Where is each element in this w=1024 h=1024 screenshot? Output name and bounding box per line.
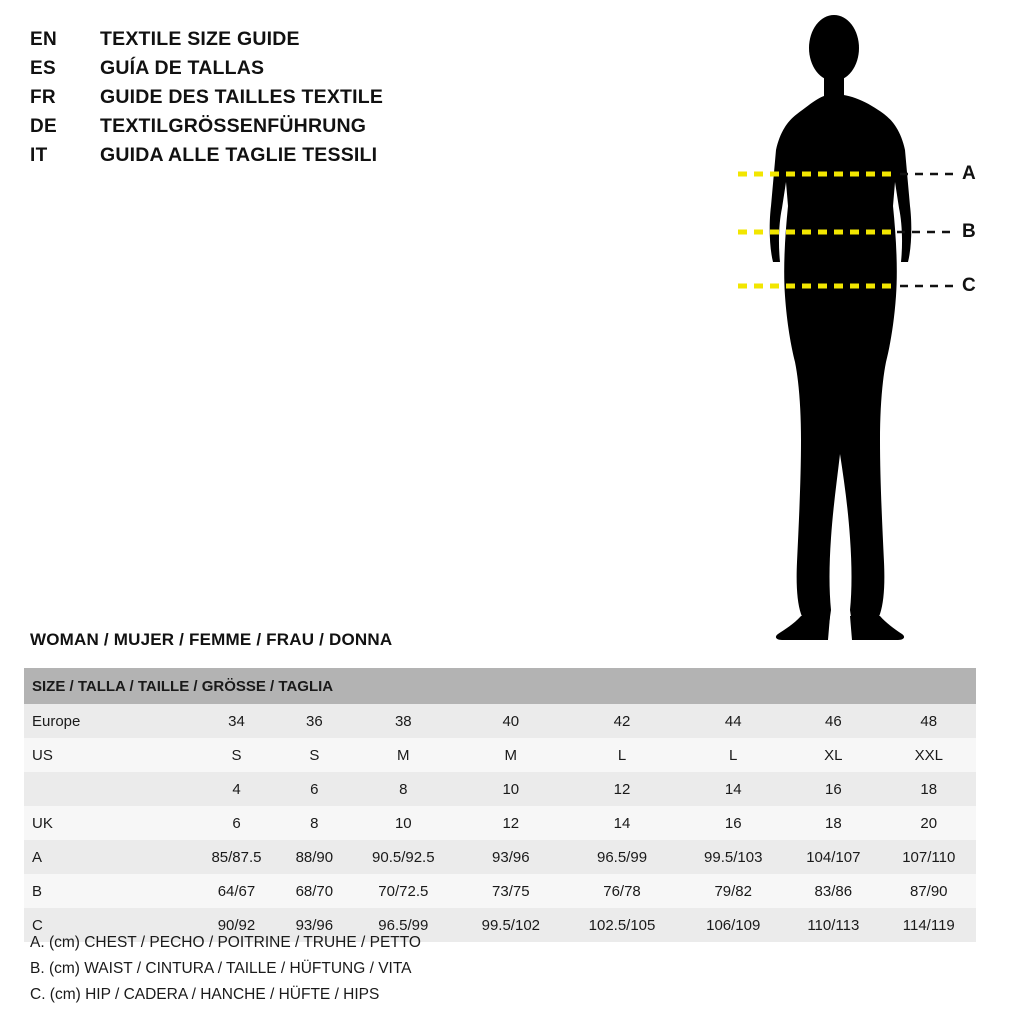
table-cell: 18 (882, 772, 976, 806)
table-cell: 88/90 (281, 840, 348, 874)
table-cell: 14 (563, 806, 682, 840)
table-row (24, 772, 976, 806)
table-cell: 90/92 (192, 908, 281, 942)
table-cell: 110/113 (785, 908, 881, 942)
language-row (30, 86, 730, 115)
table-cell: 104/107 (785, 840, 881, 874)
table-cell: 4 (192, 772, 281, 806)
table-cell: 10 (348, 806, 459, 840)
legend-item-waist: B. (cm) WAIST / CINTURA / TAILLE / HÜFTUNG / VITA (30, 960, 412, 977)
table-cell: 20 (882, 806, 976, 840)
table-cell: 87/90 (882, 874, 976, 908)
table-cell: 8 (348, 772, 459, 806)
table-row (24, 806, 976, 840)
table-cell: 107/110 (882, 840, 976, 874)
table-cell: 73/75 (459, 874, 563, 908)
table-header-label: SIZE / TALLA / TAILLE / GRÖSSE / TAGLIA (24, 668, 976, 704)
language-code: DE (30, 116, 57, 137)
legend-item-hip: C. (cm) HIP / CADERA / HANCHE / HÜFTE / HIPS (30, 986, 380, 1003)
table-cell: 114/119 (882, 908, 976, 942)
table-cell: L (563, 738, 682, 772)
table-cell: 12 (563, 772, 682, 806)
table-cell: 6 (281, 772, 348, 806)
language-title: TEXTILGRÖSSENFÜHRUNG (100, 115, 367, 137)
table-cell: 16 (681, 806, 785, 840)
table-cell: 6 (192, 806, 281, 840)
table-cell: 76/78 (563, 874, 682, 908)
table-cell: 38 (348, 704, 459, 738)
table-cell: 85/87.5 (192, 840, 281, 874)
table-cell: 106/109 (681, 908, 785, 942)
language-code: IT (30, 145, 48, 166)
table-cell: 48 (882, 704, 976, 738)
table-cell: S (192, 738, 281, 772)
legend-item-chest: A. (cm) CHEST / PECHO / POITRINE / TRUHE / PETTO (30, 934, 421, 951)
table-cell: 42 (563, 704, 682, 738)
table-row (24, 738, 976, 772)
table-cell: 93/96 (281, 908, 348, 942)
row-label: US (24, 738, 192, 772)
row-label (24, 772, 192, 806)
table-cell: 83/86 (785, 874, 881, 908)
language-code: FR (30, 87, 56, 108)
language-code: EN (30, 29, 57, 50)
table-row (24, 874, 976, 908)
table-cell: 16 (785, 772, 881, 806)
language-row (30, 115, 730, 144)
table-header-row (24, 668, 976, 704)
table-cell: 90.5/92.5 (348, 840, 459, 874)
table-cell: 96.5/99 (563, 840, 682, 874)
table-cell: 102.5/105 (563, 908, 682, 942)
measure-label-c: C (962, 275, 976, 296)
table-row (24, 840, 976, 874)
table-cell: 40 (459, 704, 563, 738)
table-cell: 34 (192, 704, 281, 738)
table-cell: XXL (882, 738, 976, 772)
measurement-legend (30, 930, 421, 1008)
language-title: TEXTILE SIZE GUIDE (100, 28, 300, 50)
language-row (30, 28, 730, 57)
measurement-figure (700, 10, 1020, 640)
measure-label-b: B (962, 221, 976, 242)
table-cell: 68/70 (281, 874, 348, 908)
table-cell: 70/72.5 (348, 874, 459, 908)
language-code: ES (30, 58, 56, 79)
female-silhouette-icon (700, 10, 1020, 640)
table-cell: L (681, 738, 785, 772)
language-title: GUIDE DES TAILLES TEXTILE (100, 86, 384, 108)
table-cell: 36 (281, 704, 348, 738)
table-cell: XL (785, 738, 881, 772)
row-label: Europe (24, 704, 192, 738)
table-cell: 14 (681, 772, 785, 806)
size-chart-table (24, 668, 976, 942)
table-cell: 99.5/103 (681, 840, 785, 874)
section-title: WOMAN / MUJER / FEMME / FRAU / DONNA (30, 630, 393, 649)
language-title: GUIDA ALLE TAGLIE TESSILI (100, 144, 378, 166)
language-title: GUÍA DE TALLAS (100, 57, 265, 79)
table-cell: 18 (785, 806, 881, 840)
table-cell: M (348, 738, 459, 772)
table-cell: 64/67 (192, 874, 281, 908)
row-label: A (24, 840, 192, 874)
language-row (30, 57, 730, 86)
table-cell: 8 (281, 806, 348, 840)
row-label: B (24, 874, 192, 908)
table-cell: 79/82 (681, 874, 785, 908)
table-cell: 99.5/102 (459, 908, 563, 942)
table-cell: 10 (459, 772, 563, 806)
language-row (30, 144, 730, 173)
table-cell: 96.5/99 (348, 908, 459, 942)
row-label: C (24, 908, 192, 942)
table-cell: 44 (681, 704, 785, 738)
language-title-block (30, 28, 730, 173)
table-cell: 93/96 (459, 840, 563, 874)
table-row (24, 704, 976, 738)
row-label: UK (24, 806, 192, 840)
table-cell: 12 (459, 806, 563, 840)
table-cell: M (459, 738, 563, 772)
table-cell: 46 (785, 704, 881, 738)
table-cell: S (281, 738, 348, 772)
measure-label-a: A (962, 163, 976, 184)
